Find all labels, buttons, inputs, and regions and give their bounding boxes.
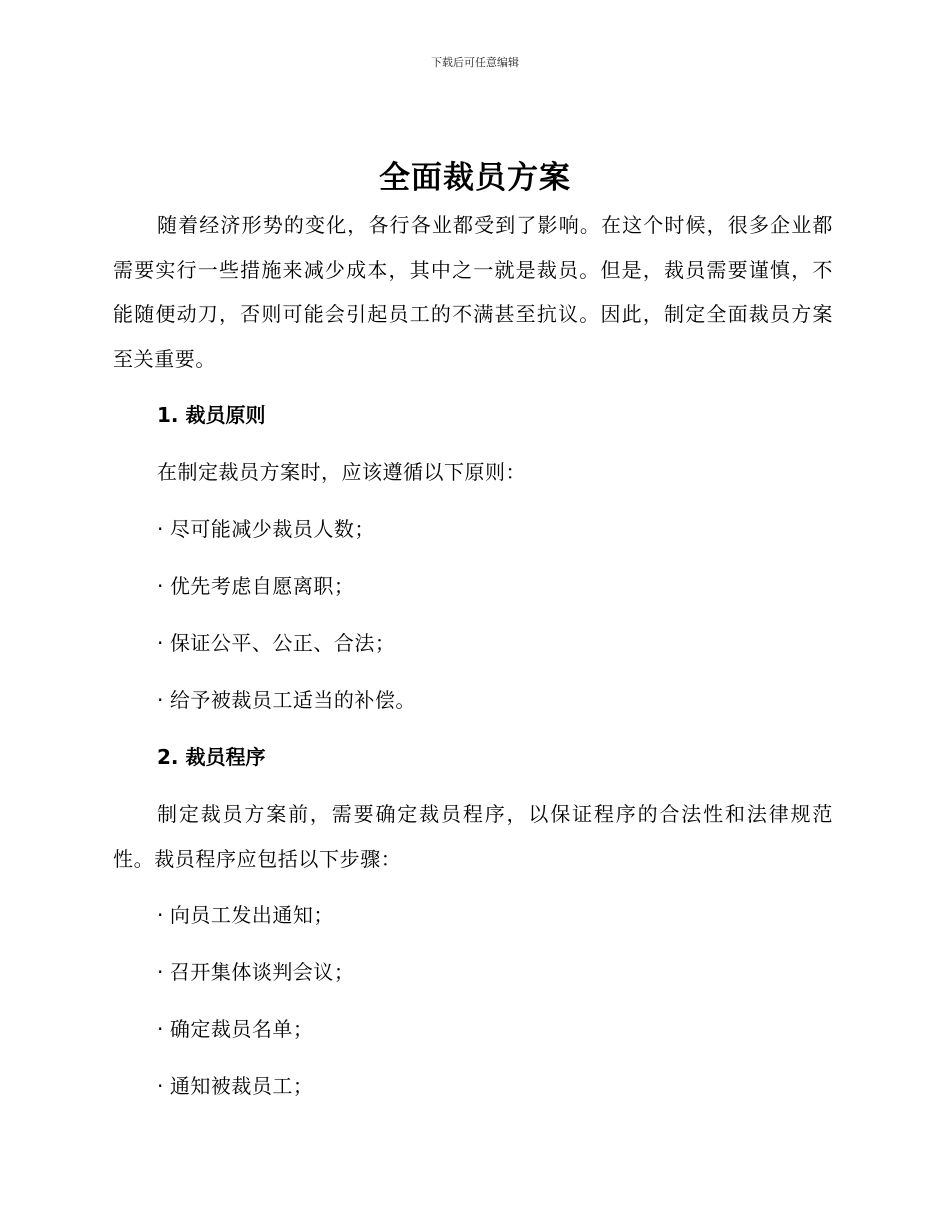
list-item-text: 向员工发出通知； xyxy=(169,903,334,927)
list-item-text: 尽可能减少裁员人数； xyxy=(169,517,375,541)
list-item xyxy=(157,621,833,665)
section-lead-principles: 在制定裁员方案时，应该遵循以下原则： xyxy=(157,460,526,484)
list-item-text: 保证公平、公正、合法； xyxy=(169,631,396,655)
list-item-text: 通知被裁员工； xyxy=(169,1074,314,1098)
section-heading-procedure: 2. 裁员程序 xyxy=(157,745,266,769)
list-item xyxy=(157,893,833,937)
page-header: 下载后可任意编辑 xyxy=(431,56,519,69)
document-body xyxy=(113,203,833,1121)
bullet-icon: · xyxy=(157,1017,164,1041)
list-item xyxy=(157,950,833,994)
document-title: 全面裁员方案 xyxy=(379,160,571,196)
list-item-text: 召开集体谈判会议； xyxy=(169,960,355,984)
bullet-icon: · xyxy=(157,960,164,984)
list-item xyxy=(157,1007,833,1051)
list-item xyxy=(157,678,833,722)
section-lead-procedure: 制定裁员方案前，需要确定裁员程序，以保证程序的合法性和法律规范性。裁员程序应包括以下步骤： xyxy=(113,802,833,871)
bullet-icon: · xyxy=(157,903,164,927)
list-item xyxy=(157,564,833,608)
list-item-text: 优先考虑自愿离职； xyxy=(169,574,355,598)
bullet-icon: · xyxy=(157,631,164,655)
intro-paragraph: 随着经济形势的变化，各行各业都受到了影响。在这个时候，很多企业都需要实行一些措施来减少成本，其中之一就是裁员。但是，裁员需要谨慎，不能随便动刀，否则可能会引起员工的不满甚至抗议。因此，制定全面裁员方案至关重要。 xyxy=(113,213,833,371)
bullet-icon: · xyxy=(157,1074,164,1098)
bullet-icon: · xyxy=(157,517,164,541)
bullet-icon: · xyxy=(157,574,164,598)
bullet-icon: · xyxy=(157,688,164,712)
list-item xyxy=(157,1064,833,1108)
list-item-text: 确定裁员名单； xyxy=(169,1017,314,1041)
section-heading-principles: 1. 裁员原则 xyxy=(157,403,266,427)
list-item xyxy=(157,507,833,551)
list-item-text: 给予被裁员工适当的补偿。 xyxy=(169,688,416,712)
